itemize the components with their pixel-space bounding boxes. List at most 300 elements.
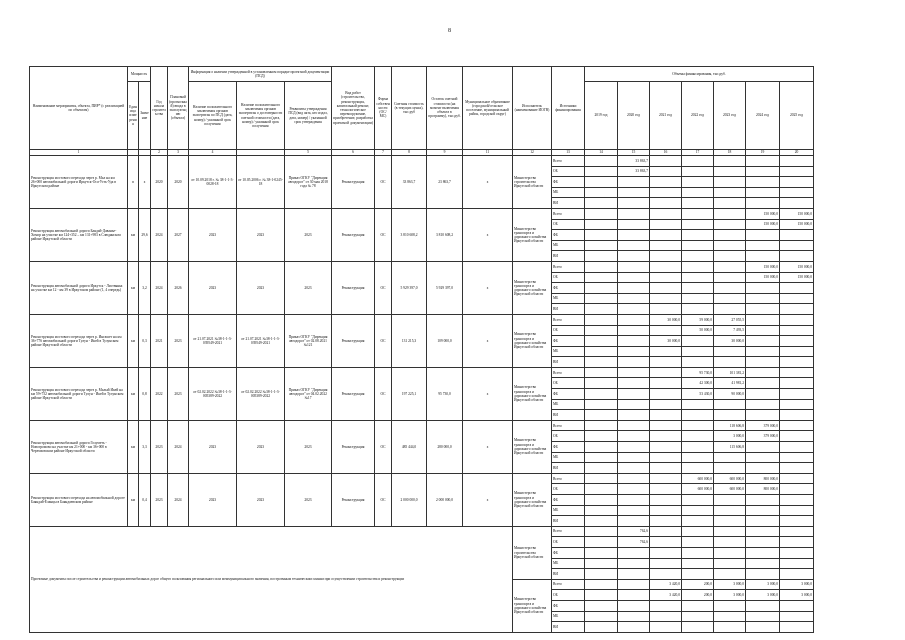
finance-value [650,622,682,633]
cost-cell: 2023 [237,261,285,314]
finance-value [585,357,618,368]
source-label: ВИ [552,463,585,474]
object-name-cell: Реконструкция автомобильной дороги Иркутск - Листвянка на участке км 12 - км 39 в Иркутском районе (1, 4 очередь) [30,261,128,314]
finance-value [650,569,682,580]
source-label: МБ [552,293,585,304]
work-type-cell: Реконструкция [332,420,375,473]
finance-value [618,230,650,241]
exam-cell: от 21.07.2021 №38-1-1-3-039549-2021 [189,314,237,367]
value-cell: 29,6 [139,208,151,261]
finance-value: 3 420,0 [650,590,682,601]
work-type-cell: Реконструкция [332,473,375,526]
header-year: 2023 год [714,82,746,150]
executor-cell: Министерство строительства Иркутской области [513,156,552,209]
finance-value [618,495,650,506]
source-label: ФБ [552,230,585,241]
remaining-cell: 95 730,0 [427,367,463,420]
column-number: 19 [746,150,780,156]
source-label: ФБ [552,336,585,347]
finance-value: 30 000,0 [650,314,682,325]
finance-value [650,357,682,368]
finance-value [618,219,650,230]
remaining-cell: 3 810 608,2 [427,208,463,261]
finance-value [585,230,618,241]
column-number: 6 [332,150,375,156]
finance-value: 3 420,0 [650,579,682,590]
finance-value [585,569,618,580]
header-municipality: Муниципальное образование (городской/сельское поселение, муниципальный район, городской округ) [463,67,513,150]
finance-value [714,283,746,294]
finance-value: 150 000,0 [780,219,814,230]
finance-value [780,156,814,167]
source-label: Всего [552,579,585,590]
finance-value [650,452,682,463]
year-end-cell: 2026 [168,261,189,314]
column-number: 1 [30,150,128,156]
finance-value: 95 730,0 [682,367,714,378]
ownership-cell: ОС [375,156,392,209]
finance-value [585,156,618,167]
approval-cell: Приказ ОГКУ "Дирекция автодорог" от 30 мая 2018 года № 78 [285,156,332,209]
finance-value [682,156,714,167]
finance-value [746,198,780,209]
finance-value [650,283,682,294]
year-start-cell: 2024 [151,261,168,314]
finance-value [780,357,814,368]
finance-value [714,547,746,558]
finance-value [585,198,618,209]
finance-value [585,283,618,294]
source-label: ОБ [552,484,585,495]
finance-value: 53 430,0 [682,389,714,400]
finance-value [650,304,682,315]
finance-value [714,537,746,548]
municipality-cell: х [463,261,513,314]
finance-value [618,484,650,495]
finance-value [585,389,618,400]
finance-value [714,198,746,209]
finance-value [780,431,814,442]
column-number: 12 [513,150,552,156]
municipality-cell: х [463,367,513,420]
header-year: 2020 год [618,82,650,150]
finance-value: 41 981,2 [714,378,746,389]
finance-value: 3 000,0 [746,579,780,590]
finance-value: 27 055,5 [714,314,746,325]
finance-value [714,304,746,315]
finance-value [746,558,780,569]
finance-value [650,166,682,177]
finance-value [585,367,618,378]
executor-cell: Министерство транспорта и дорожного хозяйства Иркутской области [513,420,552,473]
finance-value [780,389,814,400]
finance-value [650,293,682,304]
finance-value [714,600,746,611]
source-label: Всего [552,208,585,219]
source-label: ОБ [552,325,585,336]
finance-value [746,336,780,347]
finance-value [746,547,780,558]
finance-value [618,473,650,484]
source-label: Всего [552,261,585,272]
finance-value: 600 000,0 [682,484,714,495]
finance-value [746,505,780,516]
municipality-cell: х [463,314,513,367]
finance-value [682,526,714,537]
source-label: МБ [552,187,585,198]
finance-value [714,346,746,357]
approval-cell: Приказ ОГКУ "Дирекция автодорог" от 04.02.2022 №17 [285,367,332,420]
remaining-cell: 23 863,7 [427,156,463,209]
finance-value [585,537,618,548]
finance-value [585,261,618,272]
finance-value [618,590,650,601]
table-row [30,208,814,219]
finance-value [585,431,618,442]
source-label: МБ [552,346,585,357]
finance-value: 90 000,0 [714,389,746,400]
source-label: ВИ [552,516,585,527]
finance-value: 200,0 [682,590,714,601]
unit-cell: км [128,261,139,314]
finance-value [618,600,650,611]
source-label: ВИ [552,569,585,580]
column-number: 15 [618,150,650,156]
finance-value [650,399,682,410]
column-number: 18 [714,150,746,156]
finance-value [780,336,814,347]
finance-value [780,240,814,251]
finance-value: 3 000,0 [780,590,814,601]
finance-value [650,230,682,241]
year-start-cell: 2023 [151,473,168,526]
finance-value [585,325,618,336]
finance-value [585,611,618,622]
finance-value [618,336,650,347]
finance-value: 150 000,0 [780,208,814,219]
executor-cell: Министерство транспорта и дорожного хозяйства Иркутской области [513,367,552,420]
finance-value [682,569,714,580]
finance-value [780,547,814,558]
finance-value: 150 000,0 [780,272,814,283]
finance-value [682,357,714,368]
finance-value [746,367,780,378]
finance-value [650,410,682,421]
finance-value [746,166,780,177]
header-year: 2021 год [650,82,682,150]
finance-value [780,558,814,569]
source-label: ВИ [552,198,585,209]
finance-value [682,336,714,347]
finance-value [746,187,780,198]
finance-value [618,569,650,580]
finance-value [585,399,618,410]
approval-cell: 2023 [285,420,332,473]
finance-value: 200,0 [682,579,714,590]
finance-value [585,293,618,304]
finance-value: 101 381,2 [714,367,746,378]
municipality-cell: х [463,473,513,526]
estimate-cell: 33 863,7 [392,156,427,209]
header-ownership: Форма собственности (ОС/ МС) [375,67,392,150]
finance-value [682,177,714,188]
finance-value [746,537,780,548]
finance-value [682,516,714,527]
column-number: 5 [285,150,332,156]
finance-value [746,611,780,622]
finance-value [618,420,650,431]
finance-value [746,399,780,410]
finance-value [714,208,746,219]
finance-value [650,378,682,389]
column-number: 9 [427,150,463,156]
table-row [30,473,814,484]
source-label: ВИ [552,410,585,421]
finance-value [780,452,814,463]
year-end-cell: 2020 [168,156,189,209]
finance-value [618,558,650,569]
object-name-cell: Реконструкция мостового перехода через р. Ингашет на км 36+776 автомобильной дороги Тулун - Икей в Тулунском районе Иркутской области [30,314,128,367]
finance-value: 30 000,0 [714,336,746,347]
finance-value [746,283,780,294]
work-type-cell: Реконструкция [332,156,375,209]
finance-value [682,230,714,241]
finance-value: 150 000,0 [746,219,780,230]
finance-value [780,516,814,527]
finance-value [650,484,682,495]
ownership-cell: ОС [375,208,392,261]
header-approval: Реквизиты утверждения ПСД (вид акта, кто издал, дата, номер) / указанной срок утверждения [285,82,332,150]
finance-value [780,505,814,516]
finance-value [650,537,682,548]
approval-cell: Приказ ОГКУ "Дирекция автодорог" от 02.08.2021 №121 [285,314,332,367]
finance-value [682,463,714,474]
unit-cell: п [128,156,139,209]
municipality-cell: х [463,156,513,209]
source-label: Всего [552,314,585,325]
finance-value [714,463,746,474]
source-label: ОБ [552,219,585,230]
finance-value [618,431,650,442]
source-label: ВИ [552,251,585,262]
finance-value [682,611,714,622]
source-label: МБ [552,505,585,516]
source-label: МБ [552,240,585,251]
estimate-cell: 197 225,1 [392,367,427,420]
finance-value [650,505,682,516]
finance-value [682,293,714,304]
year-start-cell: 2024 [151,208,168,261]
header-estimate: Сметная стоимость (в текущих ценах), тыс.руб [392,67,427,150]
finance-value [780,473,814,484]
year-start-cell: 2023 [151,420,168,473]
finance-value [682,198,714,209]
finance-value [618,293,650,304]
value-cell: 3,3 [139,420,151,473]
finance-value [650,240,682,251]
finance-value [780,495,814,506]
source-label: Всего [552,526,585,537]
estimate-cell: 485 444,0 [392,420,427,473]
table-row [30,420,814,431]
finance-value [682,547,714,558]
finance-value [714,611,746,622]
finance-value [585,463,618,474]
finance-value [585,547,618,558]
header-cost: Наличие положительного заключения органов экспертизы о достоверности сметной стоимости (дата, номер) / указанной срок получения [237,82,285,150]
finance-value [650,177,682,188]
year-end-cell: 2024 [168,473,189,526]
finance-value [650,156,682,167]
executor-cell: Министерство транспорта и дорожного хозяйства Иркутской области [513,261,552,314]
source-label: ОБ [552,166,585,177]
header-year-start: Год начала строительства [151,67,168,150]
finance-value [585,410,618,421]
source-label: ОБ [552,537,585,548]
column-number: 4 [189,150,237,156]
finance-value [714,516,746,527]
finance-value [780,410,814,421]
cost-cell: 2023 [237,208,285,261]
finance-value [714,410,746,421]
unit-cell: км [128,314,139,367]
header-year-end: Плановый (прогнозный) ввода в эксплуатацию (объекта) [168,67,189,150]
finance-value [746,304,780,315]
source-label: Всего [552,156,585,167]
column-number: 16 [650,150,682,156]
finance-value [585,600,618,611]
finance-value [714,251,746,262]
finance-value [682,219,714,230]
municipality-cell: х [463,420,513,473]
finance-value [714,558,746,569]
exam-cell: 2023 [189,420,237,473]
header-year: 2025 год [780,82,814,150]
source-label: ОБ [552,272,585,283]
finance-value [714,505,746,516]
year-end-cell: 2027 [168,208,189,261]
finance-value [714,166,746,177]
finance-value [780,442,814,453]
column-number: 8 [392,150,427,156]
source-label: ФБ [552,600,585,611]
cost-cell: 2023 [237,473,285,526]
finance-value: 7 493,5 [714,325,746,336]
finance-value [650,208,682,219]
finance-value [746,357,780,368]
finance-value [780,569,814,580]
finance-value [746,177,780,188]
finance-value: 379 000,0 [746,431,780,442]
header-year: 2019 год [585,82,618,150]
finance-value [585,484,618,495]
header-power: Мощность [128,67,151,82]
finance-value [714,156,746,167]
finance-value [746,622,780,633]
finance-value [650,367,682,378]
header-info-group: Информация о наличии утвержденной в установленном порядке проектной документации (ПСД) [189,67,332,82]
year-end-cell: 2023 [168,367,189,420]
approval-cell: 2023 [285,261,332,314]
finance-value [746,516,780,527]
finance-value [585,442,618,453]
cost-cell: 2023 [237,420,285,473]
finance-value [650,325,682,336]
finance-value [714,219,746,230]
finance-value [780,378,814,389]
finance-value [714,177,746,188]
finance-value [585,336,618,347]
finance-value [618,463,650,474]
finance-value: 600 000,0 [714,484,746,495]
source-label: ОБ [552,431,585,442]
finance-value: 3 000,0 [714,579,746,590]
finance-value [682,410,714,421]
finance-value [746,569,780,580]
table-row [30,526,814,537]
finance-value [682,240,714,251]
approval-cell: 2023 [285,473,332,526]
finance-value: 59 000,0 [682,314,714,325]
finance-value [780,600,814,611]
cost-cell: от 21.07.2021 №38-1-1-3-039549-2021 [237,314,285,367]
page-number: 8 [448,28,451,34]
finance-value: 30 000,0 [650,336,682,347]
finance-value: 3 000,0 [714,431,746,442]
finance-value [780,283,814,294]
finance-value [746,600,780,611]
work-type-cell: Реконструкция [332,261,375,314]
finance-value [746,251,780,262]
finance-value [714,399,746,410]
finance-value [682,442,714,453]
finance-value [585,420,618,431]
year-start-cell: 2022 [151,367,168,420]
source-label: ОБ [552,378,585,389]
finance-value [650,251,682,262]
finance-value: 150 000,0 [780,261,814,272]
finance-value: 150 000,0 [746,272,780,283]
finance-value: 115 606,8 [714,442,746,453]
table-header [30,67,814,156]
finance-value [618,547,650,558]
source-label: ФБ [552,495,585,506]
source-label: ФБ [552,283,585,294]
exam-cell: 2023 [189,261,237,314]
finance-value [682,187,714,198]
finance-value [650,558,682,569]
year-start-cell: 2021 [151,314,168,367]
finance-value [682,272,714,283]
remaining-cell: 280 000,0 [427,420,463,473]
unit-cell: км [128,208,139,261]
finance-value [585,166,618,177]
municipality-cell: х [463,208,513,261]
finance-value [650,420,682,431]
finance-value [585,208,618,219]
finance-value [746,156,780,167]
table-row [30,314,814,325]
value-cell: 3,2 [139,261,151,314]
finance-value [585,219,618,230]
table-row [30,367,814,378]
exam-cell: от 02.02.2022 №38-1-1-3-005389-2022 [189,367,237,420]
finance-value [650,495,682,506]
investment-program-table [29,66,814,633]
finance-value [682,166,714,177]
source-label: ВИ [552,357,585,368]
finance-value [714,240,746,251]
